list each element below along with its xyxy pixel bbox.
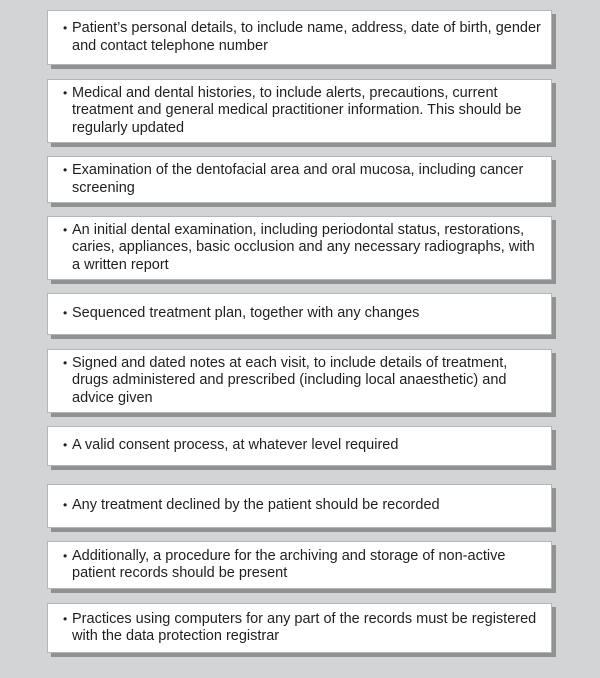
list-item-text: Practices using computers for any part of the records must be registered with the data protection registrar <box>72 610 537 644</box>
list-item <box>47 10 552 65</box>
list-item-content <box>63 305 419 323</box>
bullet-icon: • <box>63 163 68 177</box>
list-item <box>47 156 552 203</box>
list-item-text: Any treatment declined by the patient should be recorded <box>72 497 440 514</box>
list-item <box>47 293 552 335</box>
list-item <box>47 484 552 528</box>
list-item-content <box>63 548 543 583</box>
list-item <box>47 426 552 466</box>
list-item-content <box>63 355 543 408</box>
bullet-icon: • <box>63 548 68 563</box>
list-item <box>47 216 552 280</box>
list-item-text: Medical and dental histories, to include alerts, precautions, current treatment and general medical practitioner information. This should be regularly updated <box>72 84 522 136</box>
bullet-icon: • <box>63 355 68 370</box>
list-item <box>47 79 552 143</box>
list-item-content <box>63 20 543 55</box>
list-item-text: An initial dental examination, including periodontal status, restorations, caries, appliances, basic occlusion and any necessary radiographs, with a written report <box>72 221 535 273</box>
bullet-icon: • <box>63 611 68 626</box>
list-item <box>47 541 552 589</box>
list-item-content <box>63 162 543 197</box>
bullet-icon: • <box>63 438 68 453</box>
list-item-text: Sequenced treatment plan, together with any changes <box>72 305 420 322</box>
list-item-text: Examination of the dentofacial area and oral mucosa, including cancer screening <box>72 162 524 196</box>
list-item-text: A valid consent process, at whatever level required <box>72 437 399 454</box>
list-item-content <box>63 222 543 275</box>
list-item-content <box>63 85 543 138</box>
bullet-icon: • <box>63 85 68 100</box>
bullet-icon: • <box>63 498 68 513</box>
list-item <box>47 603 552 653</box>
list-item-text: Signed and dated notes at each visit, to include details of treatment, drugs administered and prescribed (including local anaesthetic) and advice given <box>72 354 508 406</box>
bullet-icon: • <box>63 222 68 237</box>
bullet-icon: • <box>63 21 68 35</box>
list-item-content <box>63 611 543 646</box>
list-item <box>47 349 552 413</box>
list-item-content <box>63 497 440 515</box>
list-item-text: Additionally, a procedure for the archiving and storage of non-active patient records should be present <box>72 547 506 581</box>
list-item-text: Patient’s personal details, to include name, address, date of birth, gender and contact telephone number <box>72 20 541 54</box>
bullet-icon: • <box>63 306 68 321</box>
list-item-content <box>63 437 398 455</box>
